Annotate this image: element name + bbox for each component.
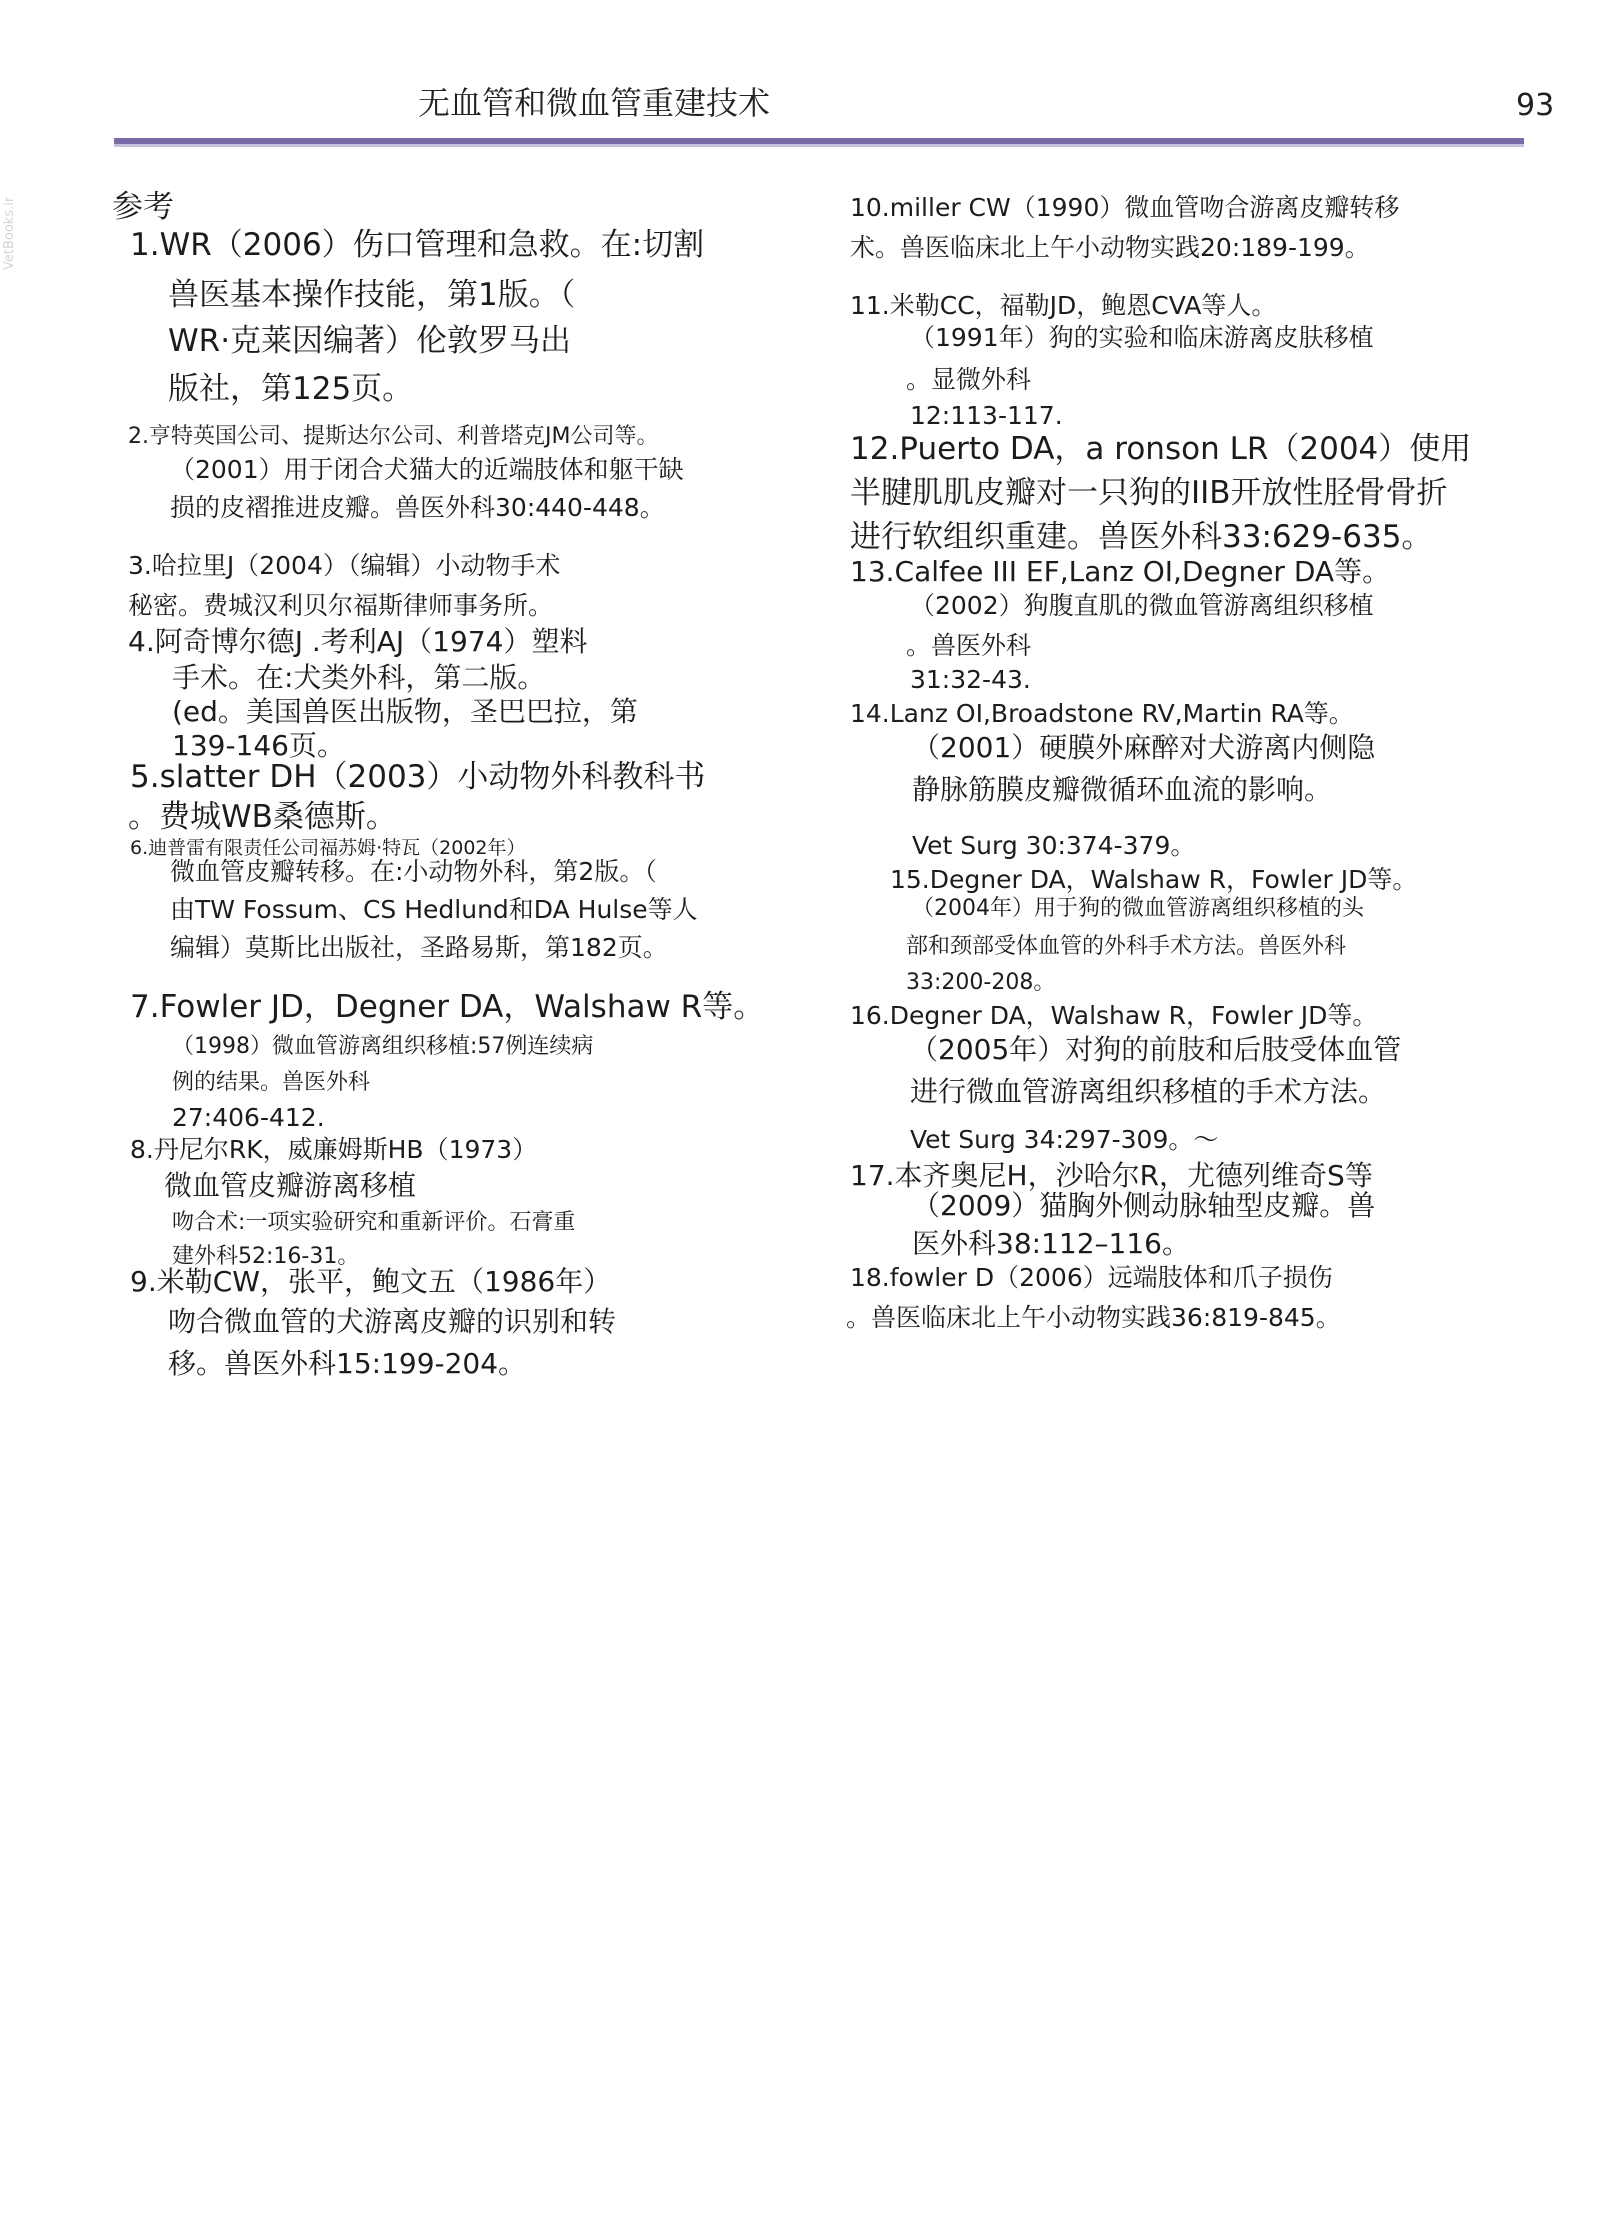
reference-line: 。兽医临床北上午小动物实践36:819-845。	[846, 1303, 1341, 1332]
reference-line: 139-146页。	[172, 729, 345, 762]
reference-line: 进行软组织重建。兽医外科33:629-635。	[850, 519, 1433, 555]
reference-line: 编辑）莫斯比出版社，圣路易斯，第182页。	[170, 933, 668, 962]
reference-line: 1.WR（2006）伤口管理和急救。在:切割	[130, 227, 705, 263]
reference-line: （2004年）用于狗的微血管游离组织移植的头	[912, 896, 1364, 921]
reference-line: 31:32-43.	[910, 665, 1031, 694]
reference-line: 兽医基本操作技能，第1版。（	[168, 277, 576, 313]
reference-line: 微血管皮瓣转移。在:小动物外科，第2版。（	[170, 857, 657, 886]
reference-line: 微血管皮瓣游离移植	[164, 1169, 417, 1202]
reference-line: 9.米勒CW，张平，鲍文五（1986年）	[130, 1265, 612, 1298]
reference-line: 。显微外科	[906, 365, 1032, 394]
reference-line: 损的皮褶推进皮瓣。兽医外科30:440-448。	[170, 493, 665, 522]
reference-line: 建外科52:16-31。	[172, 1244, 360, 1269]
reference-line: 。兽医外科	[906, 631, 1032, 660]
reference-line: 33:200-208。	[906, 970, 1056, 995]
reference-line: 6.迪普雷有限责任公司福苏姆·特瓦（2002年）	[130, 837, 526, 859]
reference-line: 医外科38:112–116。	[912, 1227, 1190, 1260]
reference-line: （2009）猫胸外侧动脉轴型皮瓣。兽	[912, 1189, 1376, 1222]
reference-line: (ed。美国兽医出版物，圣巴巴拉，第	[172, 695, 638, 728]
reference-line: WR·克莱因编著）伦敦罗马出	[168, 323, 572, 359]
reference-line: 5.slatter DH（2003）小动物外科教科书	[130, 759, 706, 795]
watermark: VetBooks.ir	[2, 196, 17, 270]
reference-line: 例的结果。兽医外科	[172, 1070, 371, 1095]
reference-line: （2001）用于闭合犬猫大的近端肢体和躯干缺	[170, 455, 684, 484]
reference-line: 3.哈拉里J（2004）（编辑）小动物手术	[128, 551, 561, 580]
reference-line: 手术。在:犬类外科，第二版。	[172, 661, 546, 694]
reference-line: （2005年）对狗的前肢和后肢受体血管	[910, 1033, 1402, 1066]
reference-line: 术。兽医临床北上午小动物实践20:189-199。	[850, 233, 1370, 262]
page-number: 93	[1516, 88, 1555, 123]
reference-line: 11.米勒CC，福勒JD，鲍恩CVA等人。	[850, 291, 1277, 320]
reference-line: （2001）硬膜外麻醉对犬游离内侧隐	[912, 731, 1376, 764]
reference-line: 由TW Fossum、CS Hedlund和DA Hulse等人	[170, 895, 698, 924]
reference-line: 12:113-117.	[910, 401, 1063, 430]
reference-line: 4.阿奇博尔德J .考利AJ（1974）塑料	[128, 625, 588, 658]
reference-line: 吻合微血管的犬游离皮瓣的识别和转	[168, 1305, 617, 1338]
reference-line: 16.Degner DA，Walshaw R，Fowler JD等。	[850, 1001, 1378, 1030]
reference-line: 7.Fowler JD，Degner DA，Walshaw R等。	[130, 989, 765, 1025]
reference-line: 部和颈部受体血管的外科手术方法。兽医外科	[906, 934, 1347, 959]
reference-line: 14.Lanz OI,Broadstone RV,Martin RA等。	[850, 699, 1354, 728]
references-heading: 参考	[112, 189, 174, 225]
reference-line: 半腱肌肌皮瓣对一只狗的IIB开放性胫骨骨折	[850, 475, 1448, 511]
reference-line: 12.Puerto DA，a ronson LR（2004）使用	[850, 431, 1472, 467]
reference-line: 进行微血管游离组织移植的手术方法。	[910, 1075, 1387, 1108]
header-divider	[114, 138, 1524, 147]
reference-line: 18.fowler D（2006）远端肢体和爪子损伤	[850, 1263, 1333, 1292]
reference-line: 15.Degner DA，Walshaw R，Fowler JD等。	[890, 865, 1418, 894]
reference-line: Vet Surg 30:374-379。	[912, 831, 1196, 860]
reference-line: 8.丹尼尔RK，威廉姆斯HB（1973）	[130, 1135, 538, 1164]
reference-line: 移。兽医外科15:199-204。	[168, 1347, 527, 1380]
reference-line: 版社，第125页。	[168, 371, 414, 407]
reference-line: 27:406-412.	[172, 1103, 325, 1132]
reference-line: （1998）微血管游离组织移植:57例连续病	[172, 1034, 594, 1059]
reference-line: 17.本齐奥尼H，沙哈尔R，尤德列维奇S等	[850, 1159, 1373, 1192]
reference-line: 10.miller CW（1990）微血管吻合游离皮瓣转移	[850, 193, 1400, 222]
reference-line: 吻合术:一项实验研究和重新评价。石膏重	[172, 1210, 576, 1235]
reference-line: （1991年）狗的实验和临床游离皮肤移植	[910, 323, 1374, 352]
reference-line: （2002）狗腹直肌的微血管游离组织移植	[910, 591, 1374, 620]
reference-line: 2.亨特英国公司、提斯达尔公司、利普塔克JM公司等。	[128, 424, 659, 449]
reference-line: 静脉筋膜皮瓣微循环血流的影响。	[912, 773, 1333, 806]
reference-line: Vet Surg 34:297-309。～	[910, 1125, 1219, 1154]
reference-line: 秘密。费城汉利贝尔福斯律师事务所。	[128, 591, 554, 620]
reference-line: 13.Calfee III EF,Lanz OI,Degner DA等。	[850, 555, 1391, 588]
running-header-title: 无血管和微血管重建技术	[418, 84, 771, 122]
reference-line: 。费城WB桑德斯。	[128, 799, 397, 835]
